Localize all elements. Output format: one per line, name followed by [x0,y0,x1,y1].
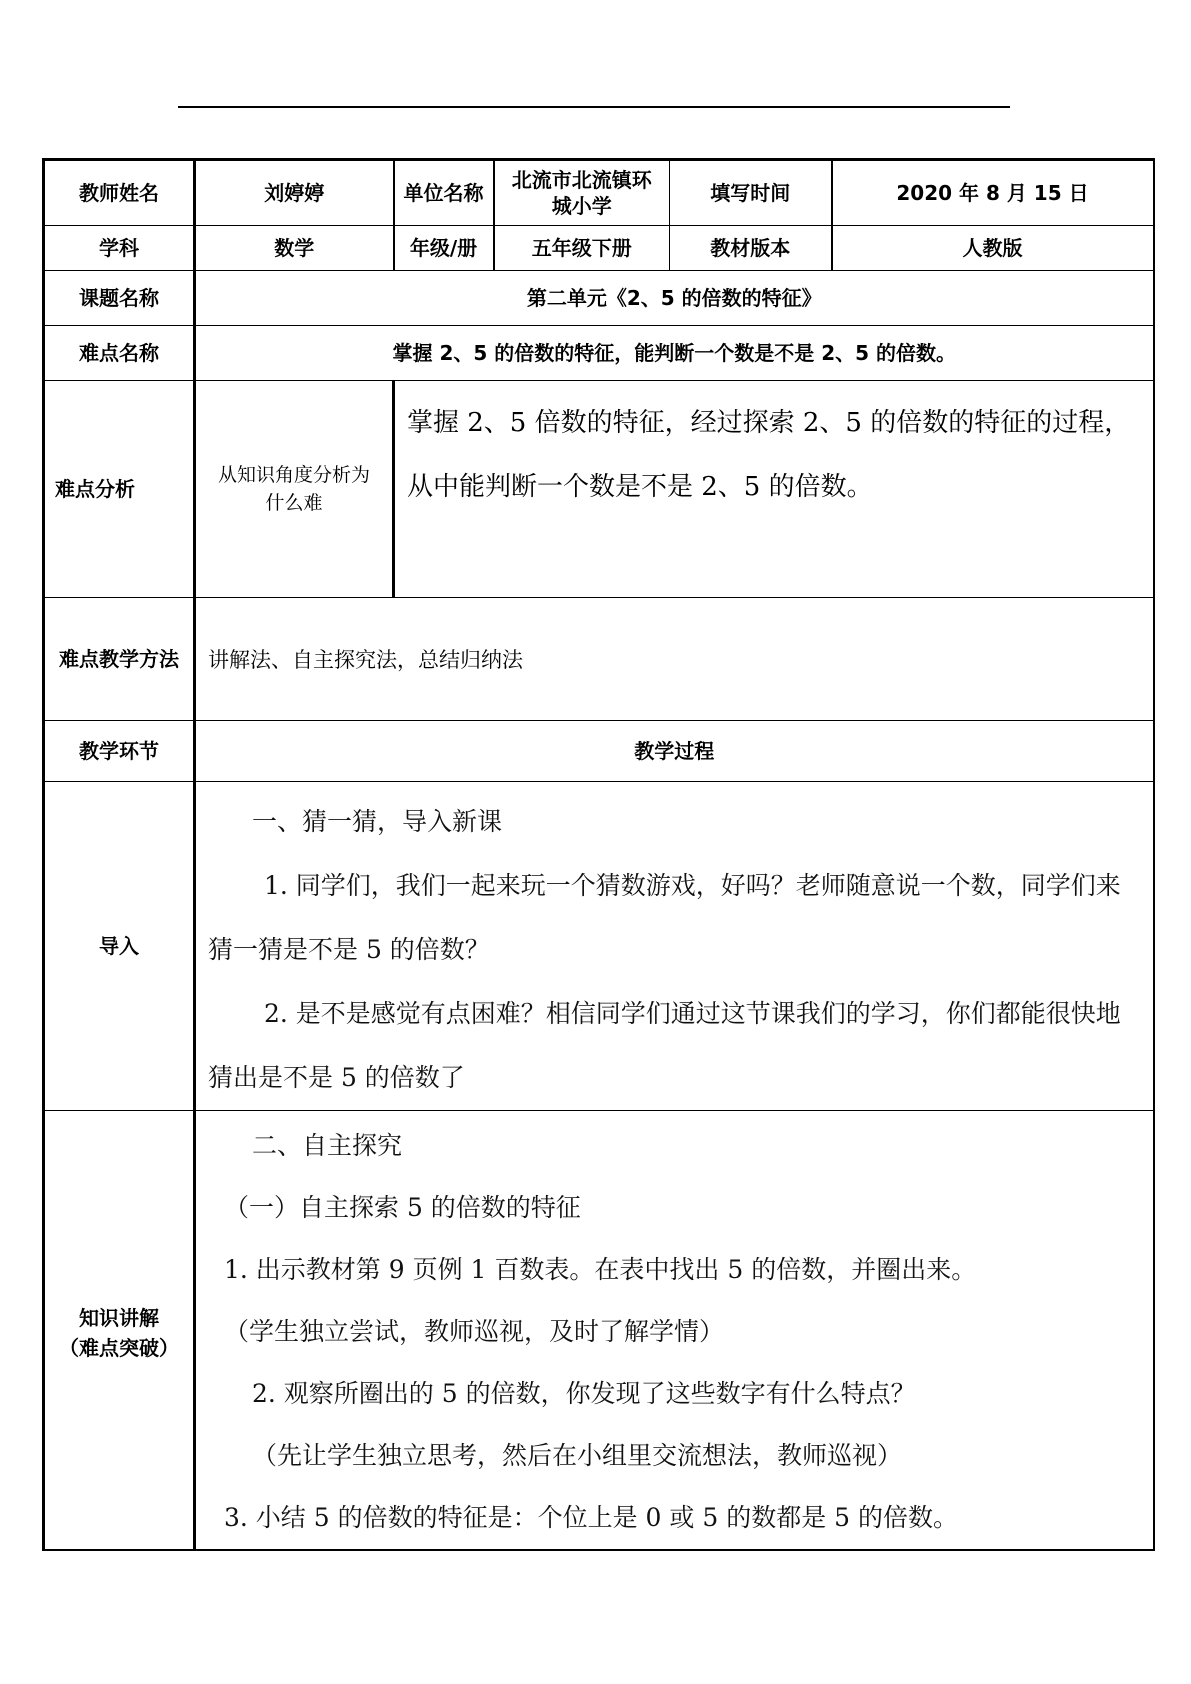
knowledge-label [45,1297,193,1363]
teacher-value: 刘婷婷 [195,160,394,226]
header-row-1 [44,160,1154,226]
difficulty-value: 掌握 2、5 的倍数的特征，能判断一个数是不是 2、5 的倍数。 [195,326,1154,381]
knowledge-row [44,1111,1154,1551]
analysis-row [44,381,1154,598]
intro-row [44,782,1154,1111]
analysis-text: 掌握 2、5 倍数的特征，经过探索 2、5 的倍数的特征的过程，从中能判断一个数是不是 2、5 的倍数。 [407,408,1131,502]
method-value-cell [195,598,1154,721]
analysis-label: 难点分析 [44,381,195,598]
intro-line-1: 一、猜一猜，导入新课 [252,807,503,836]
intro-content-cell [195,782,1154,1111]
filled-time-value: 2020 年 8 月 15 日 [832,160,1154,226]
intro-line-2: 1. 同学们，我们一起来玩一个猜数游戏，好吗？老师随意说一个数，同学们来猜一猜是不是 5 的倍数？ [208,871,1121,964]
teacher-label: 教师姓名 [44,160,195,226]
unit-label: 单位名称 [394,160,494,226]
unit-value: 北流市北流镇环城小学 [494,160,670,226]
intro-content [196,782,1153,1110]
knowledge-line-6: （先让学生独立思考，然后在小组里交流想法，教师巡视） [252,1441,903,1470]
header-row-2 [44,226,1154,271]
process-label: 教学过程 [195,721,1154,782]
intro-label: 导入 [44,782,195,1111]
edition-value: 人教版 [832,226,1154,271]
filled-time-label: 填写时间 [670,160,832,226]
knowledge-label-line-2: （难点突破） [59,1336,179,1360]
method-label: 难点教学方法 [44,598,195,721]
lesson-plan-table [42,158,1155,1551]
subject-value: 数学 [195,226,394,271]
knowledge-content [196,1111,1153,1549]
knowledge-label-cell [44,1111,195,1551]
method-row [44,598,1154,721]
knowledge-content-cell [195,1111,1154,1551]
header-rule [178,106,1010,108]
knowledge-label-line-1: 知识讲解 [79,1306,159,1330]
grade-label: 年级/册 [394,226,494,271]
topic-label: 课题名称 [44,271,195,326]
knowledge-line-7: 3. 小结 5 的倍数的特征是：个位上是 0 或 5 的数都是 5 的倍数。 [224,1503,958,1532]
section-header-row [44,721,1154,782]
topic-value: 第二单元《2、5 的倍数的特征》 [195,271,1154,326]
intro-line-3: 2. 是不是感觉有点困难？相信同学们通过这节课我们的学习，你们都能很快地猜出是不是 5 的倍数了 [208,999,1121,1092]
method-value: 讲解法、自主探究法，总结归纳法 [208,648,523,672]
knowledge-line-1: 二、自主探究 [252,1131,403,1160]
analysis-sub-label-cell [195,381,394,598]
difficulty-row [44,326,1154,381]
knowledge-line-4: （学生独立尝试，教师巡视，及时了解学情） [224,1317,725,1346]
difficulty-label: 难点名称 [44,326,195,381]
subject-label: 学科 [44,226,195,271]
edition-label: 教材版本 [670,226,832,271]
grade-value: 五年级下册 [494,226,670,271]
topic-row [44,271,1154,326]
knowledge-line-5: 2. 观察所圈出的 5 的倍数，你发现了这些数字有什么特点？ [252,1379,916,1408]
analysis-text-cell [394,381,1154,598]
stage-label: 教学环节 [44,721,195,782]
knowledge-line-3: 1. 出示教材第 9 页例 1 百数表。在表中找出 5 的倍数，并圈出来。 [224,1255,977,1284]
knowledge-line-2: （一）自主探索 5 的倍数的特征 [224,1193,581,1222]
analysis-sub-label: 从知识角度分析为什么难 [217,464,370,514]
